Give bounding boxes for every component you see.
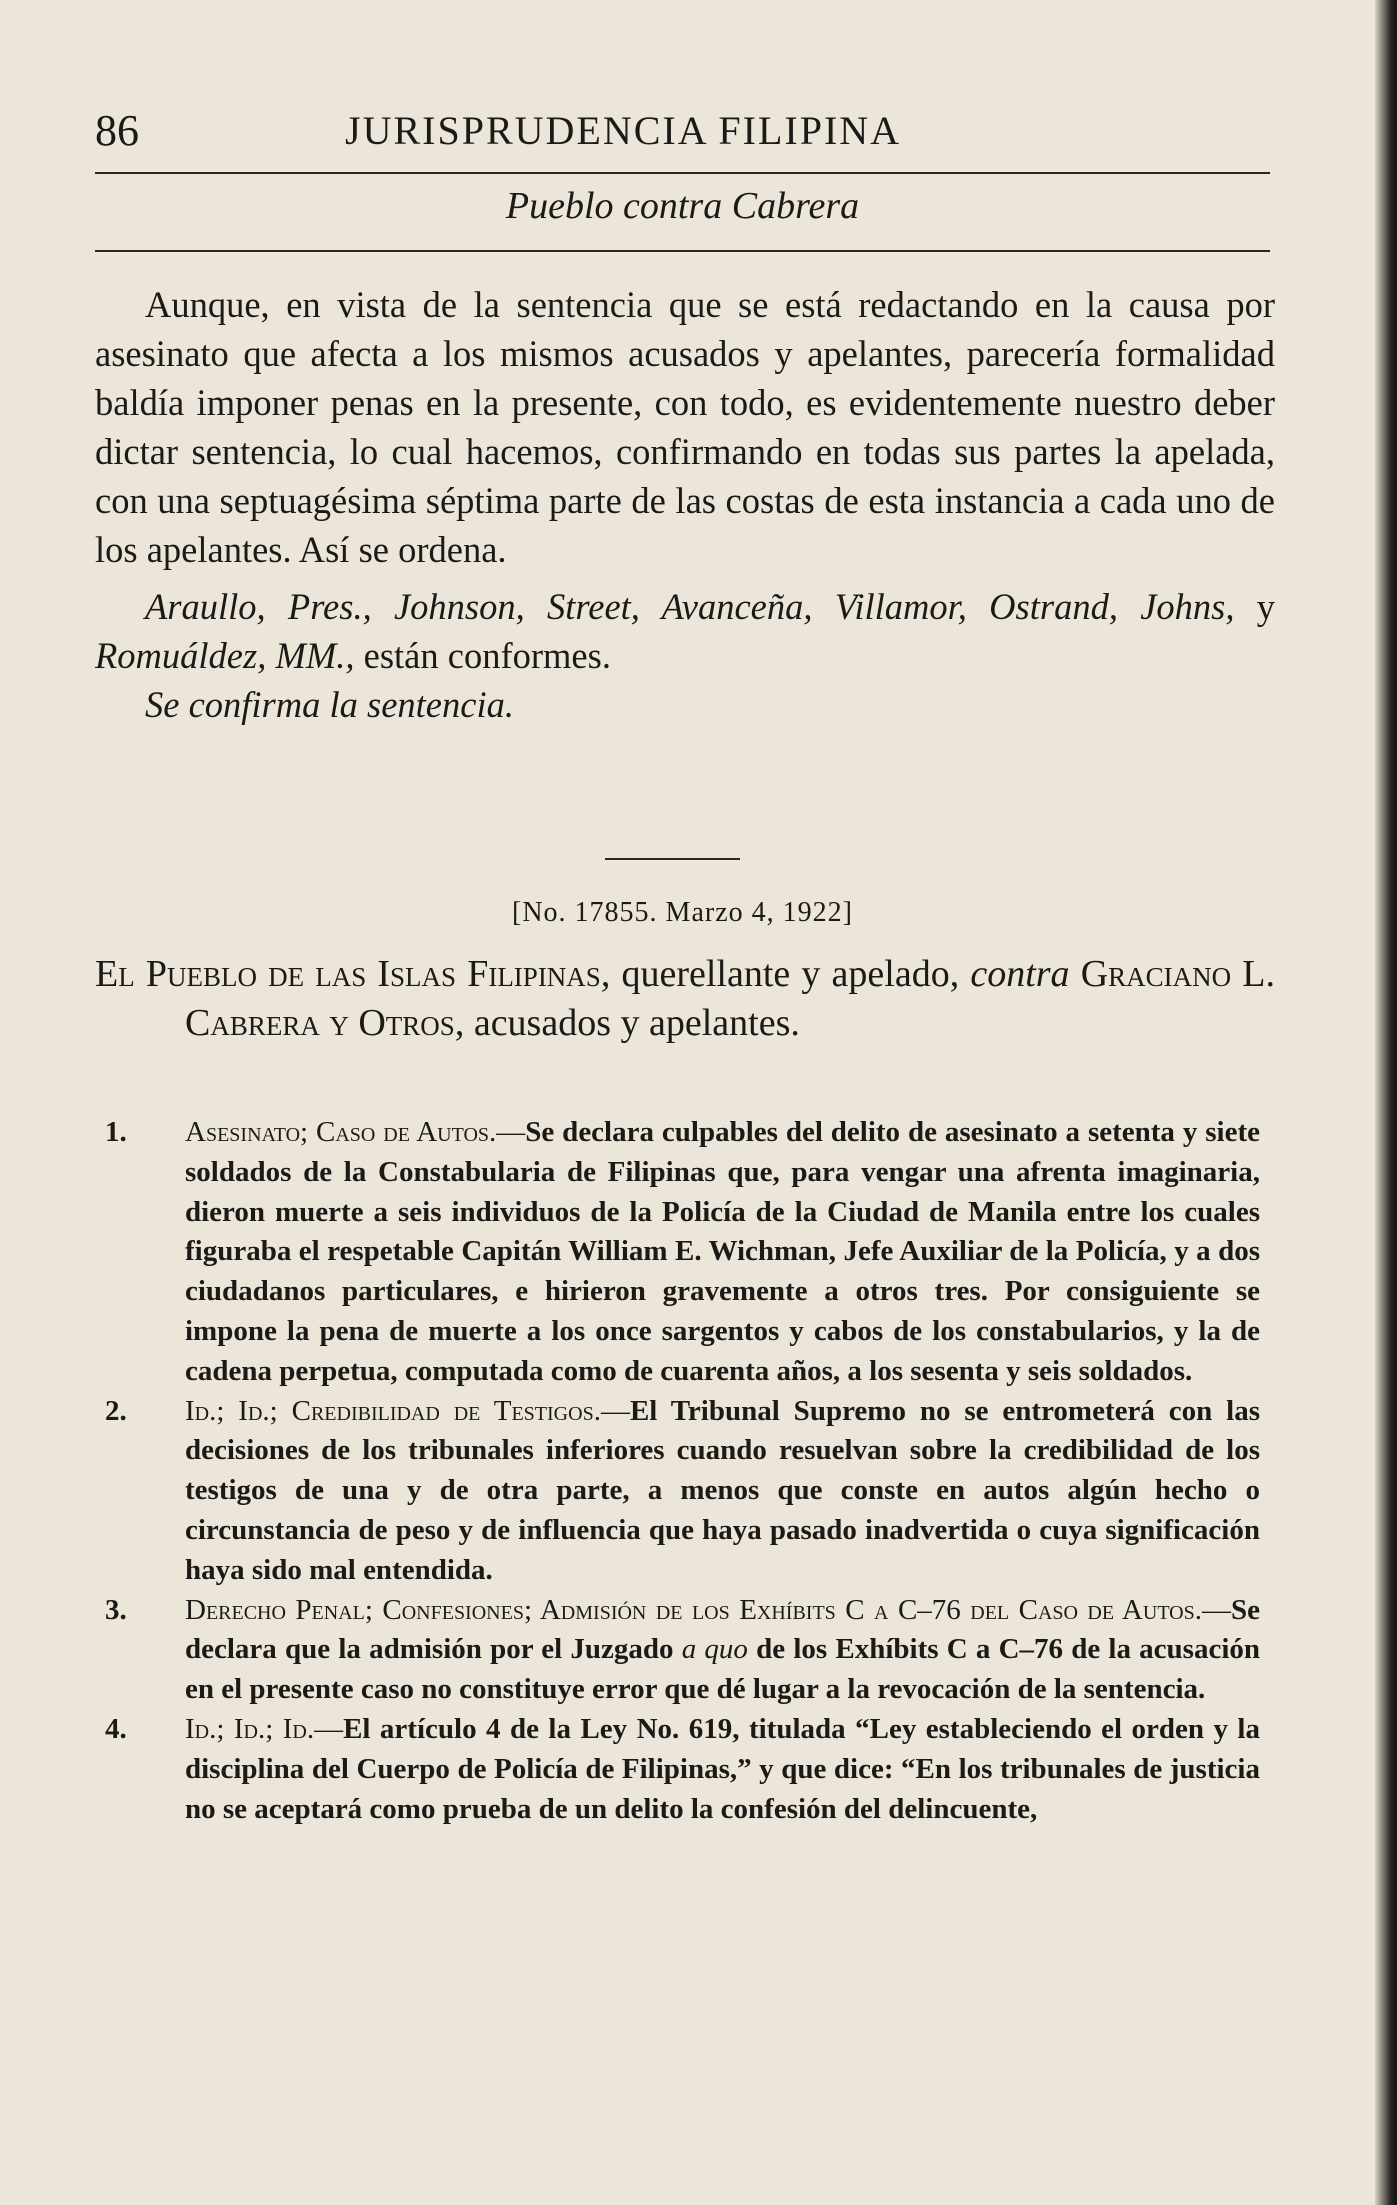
- disposition: Se confirma la sentencia.: [145, 684, 514, 725]
- syllabus-text: El Tribunal Supremo no se entrometerá con las decisiones de los tribunales inferiores cuando resuelvan sobre la credibilidad de los testigos de una y de otra parte, a menos que conste en autos algún hecho o circunstancia de peso y de influencia que haya pasado inadvertida o cuya significación haya sido mal entendida.: [185, 1394, 1260, 1586]
- running-head: [95, 105, 1270, 155]
- syllabus-number: 2.: [105, 1394, 127, 1427]
- page-edge-shadow: [1375, 0, 1397, 2205]
- syllabus-text-b: de los Exhíbits C a C–76 de la acusación en el presente caso no constituye error que dé lugar a la revocación de la sentencia.: [185, 1633, 1261, 1706]
- syllabus-text: Se declara culpables del delito de asesinato a setenta y siete soldados de la Constabularia de Filipinas que, para vengar una afrenta imaginaria, dieron muerte a seis individuos de la Policía de la Ciudad de Manila entre los cuales figuraba el respetable Capitán William E. Wichman, Jefe Auxiliar de la Policía, y a dos ciudadanos particulares, e hirieron gravemente a otros tres. Por consiguiente se impone la pena de muerte a los once sargentos y cabos de los constabularios, y la de cadena perpetua, computada como de cuarenta años, a los sesenta y seis soldados.: [185, 1116, 1260, 1387]
- concurrence-names-2: Romuáldez, MM.,: [95, 635, 355, 676]
- docket-line: [No. 17855. Marzo 4, 1922]: [512, 897, 853, 928]
- syllabus-number: 4.: [105, 1712, 127, 1745]
- concurrence-tail: están conformes.: [363, 635, 611, 676]
- syllabus-text-a: Se declara que la admisión por el Juzgado: [185, 1593, 1260, 1666]
- syllabus-number: 3.: [105, 1593, 127, 1626]
- syllabus-heading: Id.; Id.; Credibilidad de Testigos.—: [185, 1394, 630, 1427]
- plaintiff-role: querellante y apelado,: [621, 953, 960, 995]
- syllabus-text: El artículo 4 de la Ley No. 619, titulada “Ley estableciendo el orden y la disciplina del Cuerpo de Policía de Filipinas,” y que dice: “En los tribunales de justicia no se aceptará como prueba de un delito la confesión del delincuente,: [185, 1712, 1260, 1825]
- page-number: 86: [95, 106, 139, 155]
- syllabus-text-italic: a quo: [681, 1633, 748, 1666]
- syllabus-number: 1.: [105, 1116, 127, 1148]
- syllabus-item: [105, 1591, 1260, 1710]
- syllabus-heading: Asesinato; Caso de Autos.—: [185, 1116, 526, 1148]
- concurrence-names: Araullo, Pres., Johnson, Street, Avanceña, Villamor, Ostrand, Johns,: [145, 586, 1235, 627]
- journal-title: JURISPRUDENCIA FILIPINA: [345, 108, 902, 153]
- caption-rule: [95, 250, 1270, 252]
- contra-word: contra: [970, 953, 1070, 995]
- defendant-name: Graciano L. Cabrera y Otros,: [185, 953, 1275, 1044]
- syllabus-item: [105, 1392, 1260, 1591]
- case-parties: [95, 950, 1275, 1048]
- syllabus-item: [105, 1710, 1260, 1829]
- opinion-paragraph: Aunque, en vista de la sentencia que se está redactando en la causa por asesinato que afecta a los mismos acusados y apelantes, parecería formalidad baldía imponer penas en la presente, con todo, es evidentemente nuestro deber dictar sentencia, lo cual hacemos, confirmando en todas sus partes la apelada, con una septuagésima séptima parte de las costas de esta instancia a cada uno de los apelantes. Así se ordena.: [95, 284, 1275, 570]
- case-caption: Pueblo contra Cabrera: [505, 185, 860, 227]
- syllabus-heading: Derecho Penal; Confesiones; Admisión de los Exhíbits C a C–76 del Caso de Autos.—: [185, 1593, 1231, 1626]
- header-rule: [95, 172, 1270, 174]
- syllabus: [105, 1113, 1260, 1829]
- plaintiff-name: El Pueblo de las Islas Filipinas,: [95, 953, 611, 995]
- concurrence: [95, 582, 1275, 680]
- concurrence-y: y: [1256, 586, 1276, 627]
- syllabus-item: [105, 1113, 1260, 1392]
- defendant-role: acusados y apelantes.: [473, 1002, 800, 1044]
- syllabus-heading: Id.; Id.; Id.—: [185, 1712, 344, 1745]
- section-divider: [605, 858, 740, 860]
- opinion-text: [95, 280, 1275, 729]
